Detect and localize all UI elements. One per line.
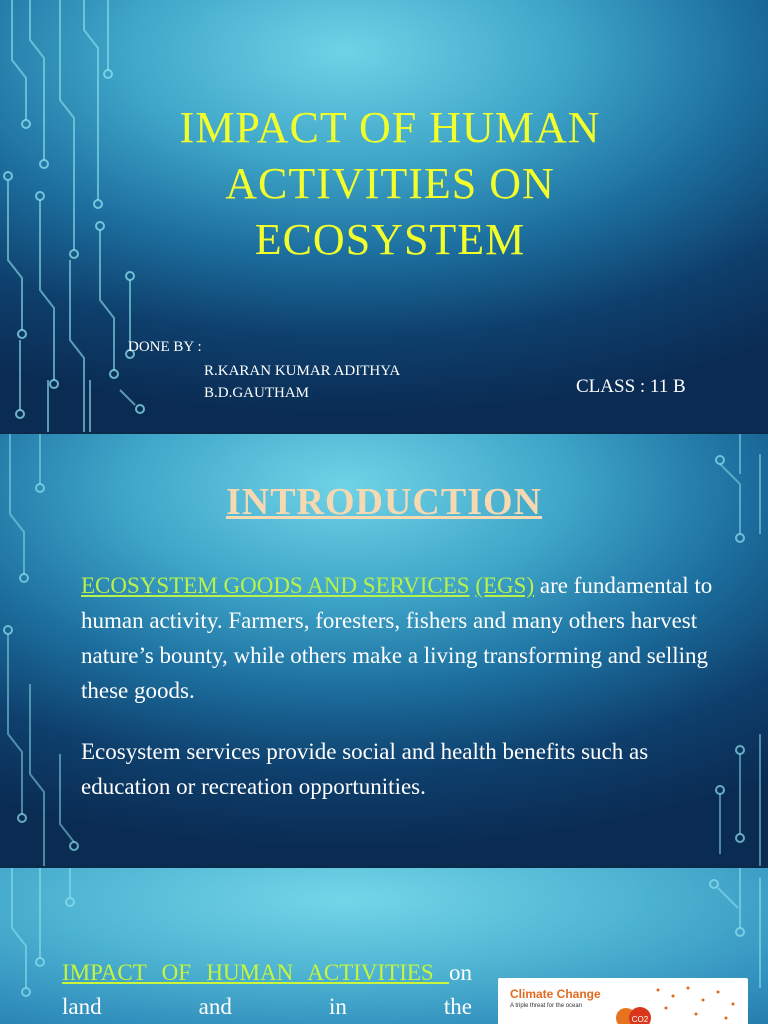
- done-by-label: DONE BY :: [128, 339, 202, 355]
- egs-term: ECOSYSTEM GOODS AND SERVICES: [81, 573, 470, 598]
- impact-paragraph: [62, 956, 472, 1024]
- climate-change-image: [498, 978, 748, 1024]
- intro-paragraph: [81, 568, 721, 708]
- impact-text: on land and in the: [62, 960, 472, 1019]
- impact-heading: IMPACT OF HUMAN ACTIVITIES: [62, 960, 449, 985]
- services-paragraph: Ecosystem services provide social and health benefits such as education or recreation opportunities.: [81, 739, 649, 799]
- class-label: CLASS : 11 B: [576, 376, 686, 397]
- slide-title: IMPACT OF HUMAN ACTIVITIES ON ECOSYSTEM: [179, 103, 601, 264]
- slide-heading: INTRODUCTION: [225, 481, 543, 523]
- card-subtitle: A triple threat for the ocean: [510, 1003, 583, 1009]
- introduction-slide: [0, 434, 768, 866]
- impact-slide: [0, 868, 768, 1024]
- card-title: Climate Change: [510, 987, 601, 1001]
- dots-decoration: [638, 978, 748, 1024]
- author-name: B.D.GAUTHAM: [204, 385, 309, 401]
- author-name: R.KARAN KUMAR ADITHYA: [204, 363, 401, 379]
- intro-paragraph-text: are fundamental to human activity. Farmers, foresters, fishers and many others harvest nature’s bounty, while others make a living transforming and selling these goods.: [81, 573, 713, 703]
- title-slide: [0, 0, 768, 432]
- egs-abbreviation: (EGS): [475, 573, 535, 598]
- co2-label: CO2: [631, 1015, 649, 1024]
